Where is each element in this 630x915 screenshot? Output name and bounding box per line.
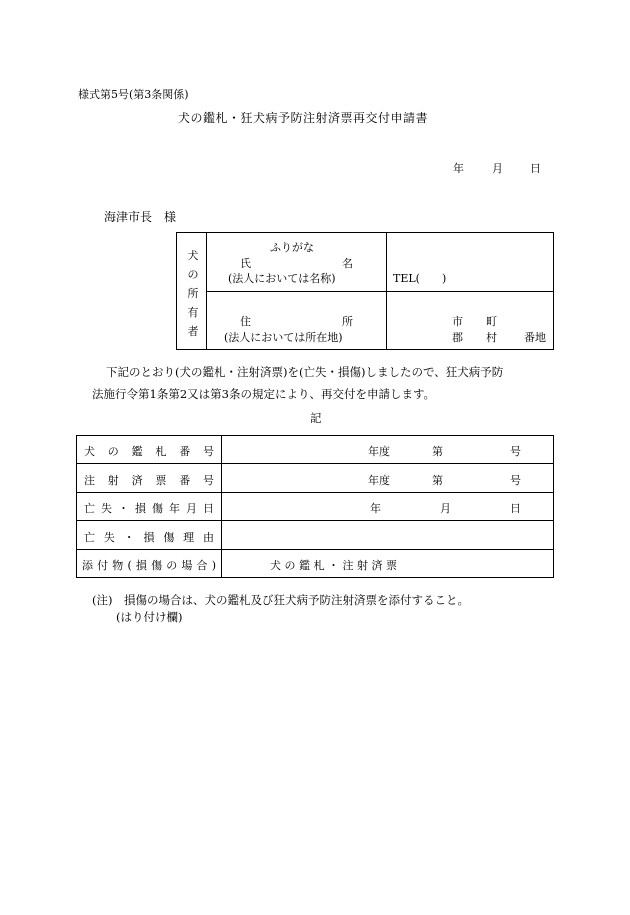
name-furigana: ふりがな bbox=[270, 241, 314, 254]
row-col-2: 月 bbox=[440, 502, 451, 515]
document-title: 犬の鑑札・狂犬病予防注射済票再交付申請書 bbox=[178, 111, 429, 125]
body-text-line-2: 法施行令第1条第2又は第3条の規定により、再交付を申請します。 bbox=[92, 387, 436, 401]
paste-area-label: (はり付け欄) bbox=[116, 610, 183, 624]
row-col-2: 第 bbox=[432, 445, 443, 458]
row-col-2: 第 bbox=[432, 474, 443, 487]
date-month: 月 bbox=[492, 162, 503, 175]
row-col-3: 号 bbox=[510, 445, 521, 458]
row-label: 亡失・損傷年月日 bbox=[84, 502, 214, 515]
row-col-1: 年 bbox=[370, 502, 381, 515]
tel-field[interactable]: TEL( ) bbox=[393, 272, 447, 285]
row-col-3: 号 bbox=[510, 474, 521, 487]
row-label: 注 射 済 票 番 号 bbox=[84, 474, 214, 487]
row-col-1: 年度 bbox=[368, 445, 390, 458]
date-year: 年 bbox=[453, 162, 464, 175]
row-label: 添付物(損傷の場合) bbox=[82, 559, 216, 572]
addressee: 海津市長 様 bbox=[104, 210, 177, 224]
ki-label: 記 bbox=[310, 411, 322, 425]
owner-side-label: 犬 の 所 有 者 bbox=[187, 249, 199, 338]
address-note: (法人においては所在地) bbox=[224, 331, 343, 344]
row-col-1: 年度 bbox=[368, 474, 390, 487]
address-label-2: 所 bbox=[342, 315, 353, 328]
address-village: 村 bbox=[486, 331, 497, 344]
address-banchi: 番地 bbox=[524, 331, 546, 344]
row-label: 犬 の 鑑 札 番 号 bbox=[84, 445, 214, 458]
body-text-line-1: 下記のとおり(犬の鑑札・注射済票)を(亡失・損傷)しましたので、狂犬病予防 bbox=[106, 365, 504, 379]
address-city: 市 bbox=[452, 315, 463, 328]
address-label-1: 住 bbox=[240, 315, 251, 328]
row-label: 亡 失 ・ 損 傷 理 由 bbox=[84, 531, 214, 544]
date-day: 日 bbox=[530, 162, 541, 175]
name-label-1: 氏 bbox=[240, 257, 251, 270]
form-number: 様式第5号(第3条関係) bbox=[78, 88, 189, 101]
row-col-3: 日 bbox=[510, 502, 521, 515]
note: (注) 損傷の場合は、犬の鑑札及び狂犬病予防注射済票を添付すること。 bbox=[92, 593, 469, 607]
address-town: 町 bbox=[486, 315, 497, 328]
name-label-2: 名 bbox=[342, 257, 353, 270]
attachment-value: 犬 の 鑑 札 ・ 注 射 済 票 bbox=[270, 559, 397, 572]
address-county: 郡 bbox=[452, 331, 463, 344]
name-note: (法人においては名称) bbox=[228, 272, 336, 285]
